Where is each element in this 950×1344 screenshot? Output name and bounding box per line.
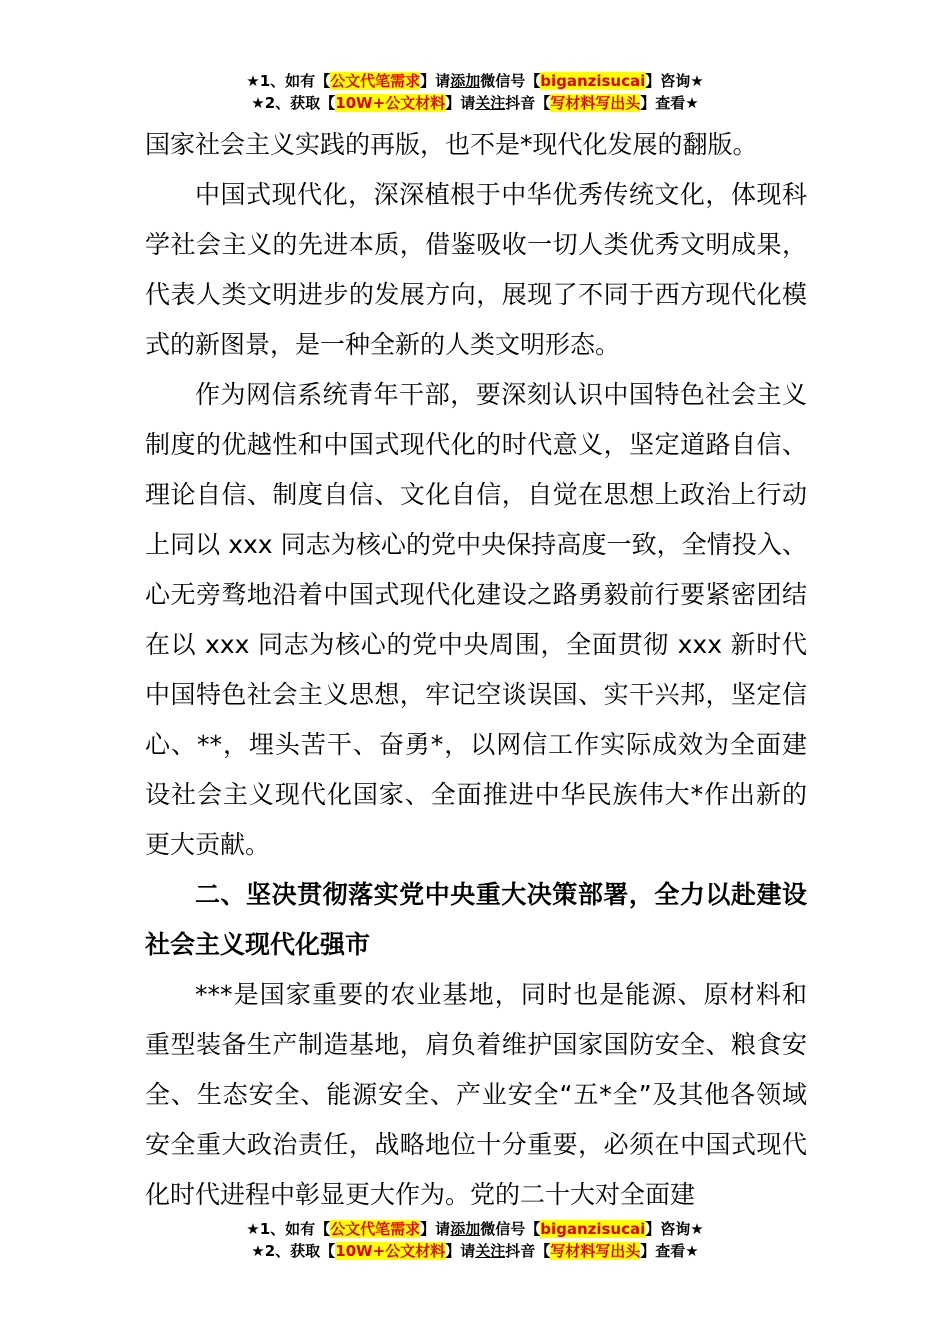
- highlight-wechat-id: biganzisucai: [540, 1220, 646, 1238]
- highlight-materials: 10W+公文材料: [335, 94, 446, 112]
- highlight-douyin: 写材料写出头: [550, 1242, 641, 1260]
- document-body: [145, 120, 807, 1220]
- highlight-materials: 10W+公文材料: [335, 1242, 446, 1260]
- top-banner: [0, 70, 950, 114]
- highlight-ghostwriting: 公文代笔需求: [330, 1220, 421, 1238]
- section-heading: 二、坚决贯彻落实党中央重大决策部署，全力以赴建设社会主义现代化强市: [145, 880, 807, 959]
- paragraph-2: 中国式现代化，深深植根于中华优秀传统文化，体现科学社会主义的先进本质，借鉴吸收一切人类优秀文明成果，代表人类文明进步的发展方向，展现了不同于西方现代化模式的新图景，是一种全新的人类文明形态。: [145, 180, 807, 359]
- bottom-banner: [0, 1218, 950, 1262]
- highlight-douyin: 写材料写出头: [550, 94, 641, 112]
- paragraph-4: ***是国家重要的农业基地，同时也是能源、原材料和重型装备生产制造基地，肩负着维护国家国防安全、粮食安全、生态安全、能源安全、产业安全“五*全”及其他各领域安全重大政治责任，战略地位十分重要，必须在中国式现代化时代进程中彰显更大作为。党的二十大对全面建: [145, 980, 807, 1209]
- banner-line-2: ★2、获取【10W+公文材料】请关注抖音【写材料写出头】查看★: [251, 94, 699, 112]
- paragraph-3: 作为网信系统青年干部，要深刻认识中国特色社会主义制度的优越性和中国式现代化的时代意义，坚定道路自信、理论自信、制度自信、文化自信，自觉在思想上政治上行动上同以 xxx 同志为核心的党中央保持高度一致，全情投入、心无旁骛地沿着中国式现代化建设之路勇毅前行要紧密团结在以 xxx 同志为核心的党中央周围，全面贯彻 xxx 新时代中国特色社会主义思想，牢记空谈误国、实干兴邦，坚定信心、**，埋头苦干、奋勇*，以网信工作实际成效为全面建设社会主义现代化国家、全面推进中华民族伟大*作出新的更大贡献。: [145, 380, 807, 859]
- highlight-wechat-id: biganzisucai: [540, 72, 646, 90]
- banner-line-2: ★2、获取【10W+公文材料】请关注抖音【写材料写出头】查看★: [251, 1242, 699, 1260]
- paragraph-1: 国家社会主义实践的再版，也不是*现代化发展的翻版。: [145, 130, 758, 159]
- banner-line-1: ★1、如有【公文代笔需求】请添加微信号【biganzisucai】咨询★: [246, 1220, 704, 1238]
- highlight-ghostwriting: 公文代笔需求: [330, 72, 421, 90]
- banner-line-1: ★1、如有【公文代笔需求】请添加微信号【biganzisucai】咨询★: [246, 72, 704, 90]
